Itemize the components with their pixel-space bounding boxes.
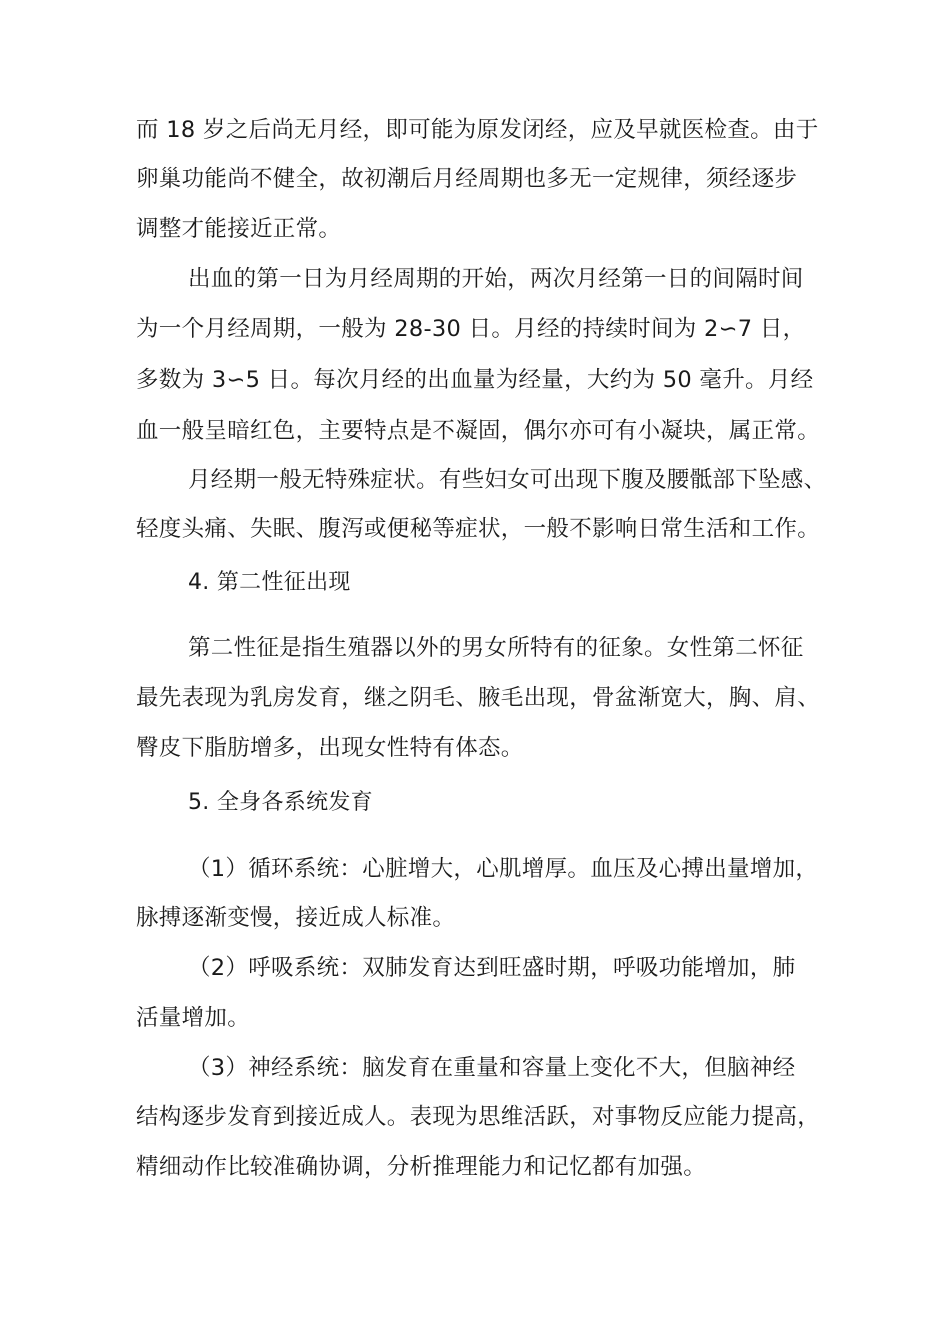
section-heading: 4. 第二性征出现 xyxy=(188,570,351,595)
paragraph-line: 卵巢功能尚不健全，故初潮后月经周期也多无一定规律，须经逐步 xyxy=(136,166,798,192)
paragraph-line: 轻度头痛、失眠、腹泻或便秘等症状，一般不影响日常生活和工作。 xyxy=(136,516,821,542)
paragraph-line: 月经期一般无特殊症状。有些妇女可出现下腹及腰骶部下坠感、 xyxy=(188,467,827,493)
paragraph-line: 第二性征是指生殖器以外的男女所特有的征象。女性第二怀征 xyxy=(188,635,804,661)
paragraph-line: 臀皮下脂肪增多，出现女性特有体态。 xyxy=(136,735,524,761)
paragraph-line: （3）神经系统：脑发育在重量和容量上变化不大，但脑神经 xyxy=(188,1055,796,1081)
paragraph-line: （1）循环系统：心脏增大，心肌增厚。血压及心搏出量增加， xyxy=(188,856,819,882)
paragraph-line: 为一个月经周期，一般为 28-30 日。月经的持续时间为 2∽7 日， xyxy=(136,316,806,342)
paragraph-line: 结构逐步发育到接近成人。表现为思维活跃，对事物反应能力提高， xyxy=(136,1104,821,1130)
paragraph-line: 多数为 3∽5 日。每次月经的出血量为经量，大约为 50 毫升。月经 xyxy=(136,367,814,393)
paragraph-line: 精细动作比较准确协调，分析推理能力和记忆都有加强。 xyxy=(136,1154,707,1180)
paragraph-line: 脉搏逐渐变慢，接近成人标准。 xyxy=(136,905,456,931)
paragraph-line: 活量增加。 xyxy=(136,1005,251,1031)
paragraph-line: 出血的第一日为月经周期的开始，两次月经第一日的间隔时间 xyxy=(188,266,804,292)
section-heading: 5. 全身各系统发育 xyxy=(188,790,373,815)
paragraph-line: 而 18 岁之后尚无月经，即可能为原发闭经，应及早就医检查。由于 xyxy=(136,117,819,143)
paragraph-line: 血一般呈暗红色，主要特点是不凝固，偶尔亦可有小凝块，属正常。 xyxy=(136,418,821,444)
paragraph-line: 调整才能接近正常。 xyxy=(136,216,342,242)
paragraph-line: （2）呼吸系统：双肺发育达到旺盛时期，呼吸功能增加，肺 xyxy=(188,955,796,981)
paragraph-line: 最先表现为乳房发育，继之阴毛、腋毛出现，骨盆渐宽大，胸、肩、 xyxy=(136,685,821,711)
